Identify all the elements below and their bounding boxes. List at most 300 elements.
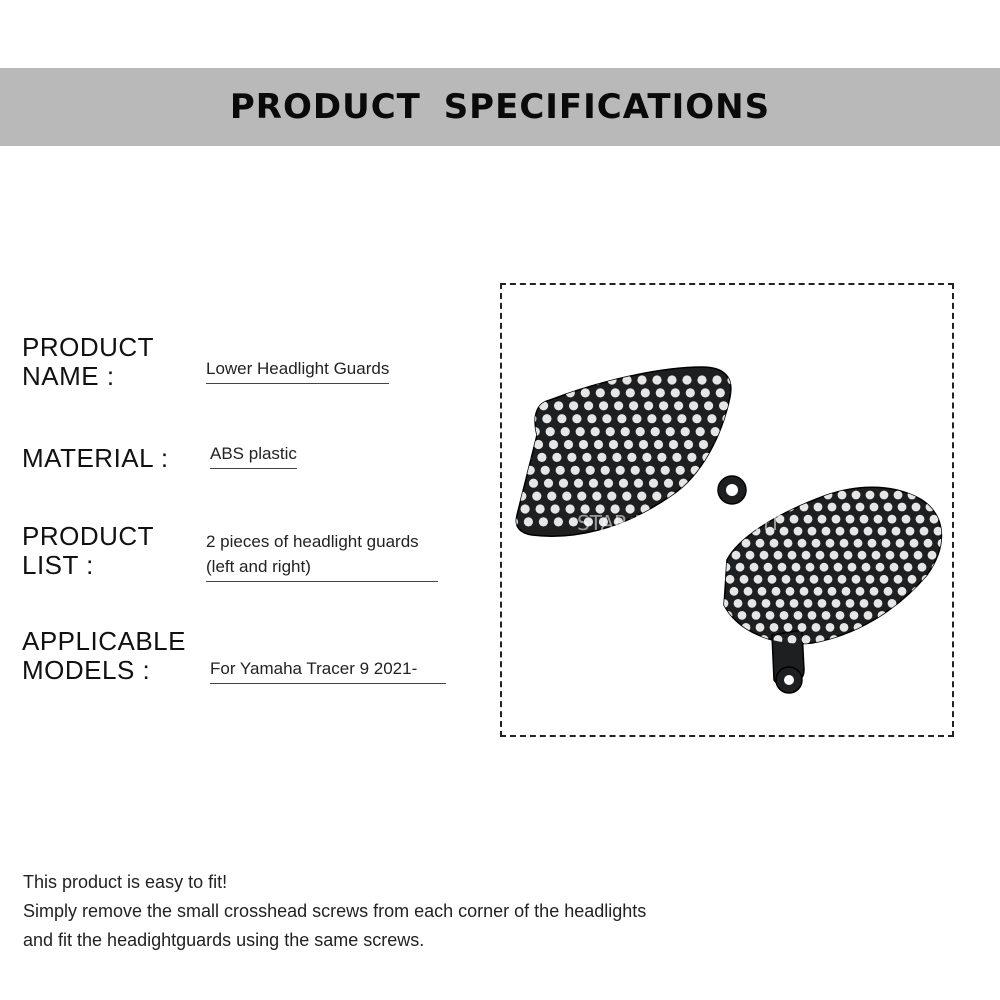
guard-hole xyxy=(818,599,827,608)
guard-hole xyxy=(647,414,656,423)
guard-hole xyxy=(716,587,725,596)
guard-hole xyxy=(782,575,791,584)
guard-hole xyxy=(551,504,560,513)
guard-hole xyxy=(576,427,585,436)
guard-hole xyxy=(844,635,853,644)
guard-hole xyxy=(794,527,803,536)
guard-hole xyxy=(844,551,853,560)
guard-hole xyxy=(649,479,658,488)
guard-hole xyxy=(950,491,956,500)
guard-hole xyxy=(790,599,799,608)
product-photo xyxy=(502,285,956,739)
guard-hole xyxy=(696,427,705,436)
guard-hole xyxy=(850,527,859,536)
guard-hole xyxy=(682,375,691,384)
guard-hole xyxy=(657,453,666,462)
guard-hole xyxy=(798,623,807,632)
spec-label-applicable-models xyxy=(22,627,186,685)
guard-hole xyxy=(662,635,671,644)
guard-hole xyxy=(677,414,686,423)
guard-hole xyxy=(788,551,797,560)
guard-hole xyxy=(676,466,685,475)
guard-hole xyxy=(514,479,523,488)
guard-hole xyxy=(612,453,621,462)
guard-hole xyxy=(888,599,897,608)
guard-hole xyxy=(694,479,703,488)
guard-hole xyxy=(704,635,713,644)
guard-hole xyxy=(676,635,685,644)
guard-hole xyxy=(680,563,689,572)
guard-hole xyxy=(571,466,580,475)
guard-hole xyxy=(592,492,601,501)
guard-hole xyxy=(814,587,823,596)
guard-hole xyxy=(682,611,691,620)
guard-hole xyxy=(502,492,511,501)
spec-label-line: LIST : xyxy=(22,550,94,580)
guard-hole xyxy=(826,623,835,632)
guard-hole xyxy=(652,492,661,501)
guard-hole xyxy=(716,388,725,397)
guard-hole xyxy=(806,563,815,572)
guard-hole xyxy=(900,635,909,644)
guard-hole xyxy=(868,539,877,548)
guard-hole xyxy=(830,551,839,560)
guard-hole xyxy=(794,611,803,620)
guard-hole xyxy=(918,563,927,572)
guard-hole xyxy=(908,575,917,584)
guard-hole xyxy=(688,587,697,596)
guard-hole xyxy=(557,414,566,423)
guard-hole xyxy=(698,575,707,584)
guard-hole xyxy=(642,453,651,462)
guard-hole xyxy=(888,515,897,524)
guard-hole xyxy=(764,563,773,572)
guard-hole xyxy=(634,479,643,488)
guard-hole xyxy=(672,453,681,462)
spec-value-product-list xyxy=(206,529,438,582)
guard-hole xyxy=(521,504,530,513)
guard-hole xyxy=(656,388,665,397)
guard-hole xyxy=(512,414,521,423)
guard-hole xyxy=(884,587,893,596)
guard-hole xyxy=(632,414,641,423)
guard-hole xyxy=(579,440,588,449)
guard-hole xyxy=(589,479,598,488)
guard-hole xyxy=(639,440,648,449)
guard-hole xyxy=(621,427,630,436)
spec-value-line: (left and right) xyxy=(206,557,311,576)
guard-hole xyxy=(582,453,591,462)
guard-hole xyxy=(920,527,929,536)
guard-hole xyxy=(502,517,503,526)
guard-hole xyxy=(554,401,563,410)
guard-hole xyxy=(894,575,903,584)
guard-hole xyxy=(772,587,781,596)
guard-hole xyxy=(900,551,909,560)
guard-hole xyxy=(614,401,623,410)
guard-hole xyxy=(780,611,789,620)
guard-hole xyxy=(686,623,695,632)
guard-hole xyxy=(846,515,855,524)
guard-hole xyxy=(798,539,807,548)
guard-hole xyxy=(664,479,673,488)
guard-hole xyxy=(554,517,563,526)
guard-hole xyxy=(754,575,763,584)
guard-hole xyxy=(828,587,837,596)
guard-hole xyxy=(896,623,905,632)
guard-hole xyxy=(507,453,516,462)
guard-hole xyxy=(902,515,911,524)
guard-hole xyxy=(836,527,845,536)
guard-hole xyxy=(942,551,951,560)
spec-label-line: PRODUCT xyxy=(22,332,155,362)
guard-hole xyxy=(856,587,865,596)
guard-hole xyxy=(597,453,606,462)
spec-label-line: PRODUCT xyxy=(22,521,155,551)
guard-hole xyxy=(824,575,833,584)
guard-hole xyxy=(874,599,883,608)
spec-label-line: MATERIAL : xyxy=(22,443,169,473)
guard-hole xyxy=(850,611,859,620)
guard-hole xyxy=(812,539,821,548)
guard-hole xyxy=(770,623,779,632)
guard-hole xyxy=(916,599,925,608)
guard-hole xyxy=(846,599,855,608)
guard-hole xyxy=(768,575,777,584)
guard-hole xyxy=(731,388,740,397)
guard-hole xyxy=(808,527,817,536)
guard-hole xyxy=(541,466,550,475)
guard-hole xyxy=(687,453,696,462)
guard-hole xyxy=(864,527,873,536)
guard-hole xyxy=(848,563,857,572)
spec-label-line: NAME : xyxy=(22,361,115,391)
guard-hole xyxy=(826,539,835,548)
guard-hole xyxy=(652,375,661,384)
guard-hole xyxy=(744,587,753,596)
guard-hole xyxy=(659,401,668,410)
guard-hole xyxy=(666,427,675,436)
guard-hole xyxy=(782,491,791,500)
guard-hole xyxy=(828,503,837,512)
guard-hole xyxy=(537,453,546,462)
guard-hole xyxy=(732,551,741,560)
guard-hole xyxy=(786,587,795,596)
guard-hole xyxy=(916,515,925,524)
guard-hole xyxy=(506,388,515,397)
guard-hole xyxy=(768,491,777,500)
guard-hole xyxy=(602,414,611,423)
guard-hole xyxy=(681,427,690,436)
guard-hole xyxy=(778,563,787,572)
guard-hole xyxy=(926,587,935,596)
guard-hole xyxy=(564,440,573,449)
guard-hole xyxy=(502,375,511,384)
guard-hole xyxy=(524,517,533,526)
product-description xyxy=(23,868,646,955)
guard-hole xyxy=(866,491,875,500)
guard-hole xyxy=(668,611,677,620)
guard-hole xyxy=(690,551,699,560)
guard-hole xyxy=(948,527,956,536)
guard-hole xyxy=(654,440,663,449)
guard-hole xyxy=(517,375,526,384)
guard-hole xyxy=(536,388,545,397)
guard-hole xyxy=(944,515,953,524)
guard-hole xyxy=(788,635,797,644)
guard-hole xyxy=(796,491,805,500)
guard-hole xyxy=(938,539,947,548)
guard-hole xyxy=(892,527,901,536)
guard-hole xyxy=(756,539,765,548)
guard-hole xyxy=(637,492,646,501)
guard-hole xyxy=(808,611,817,620)
guard-hole xyxy=(914,551,923,560)
product-photo-frame xyxy=(500,283,954,737)
guard-hole xyxy=(707,414,716,423)
guard-hole xyxy=(694,563,703,572)
guard-hole xyxy=(710,611,719,620)
guard-hole xyxy=(622,492,631,501)
guard-hole xyxy=(674,587,683,596)
guard-hole xyxy=(872,635,881,644)
guard-hole xyxy=(924,623,933,632)
guard-hole xyxy=(822,611,831,620)
guard-hole xyxy=(547,375,556,384)
spec-value-product-name: Lower Headlight Guards xyxy=(206,356,389,384)
guard-hole xyxy=(838,491,847,500)
spec-label-product-name xyxy=(22,333,154,391)
guard-hole xyxy=(840,539,849,548)
guard-hole xyxy=(594,440,603,449)
guard-hole xyxy=(858,551,867,560)
guard-hole xyxy=(776,599,785,608)
guard-hole xyxy=(506,504,515,513)
guard-hole xyxy=(697,492,706,501)
guard-hole xyxy=(616,466,625,475)
guard-hole xyxy=(884,503,893,512)
guard-hole xyxy=(661,466,670,475)
guard-hole xyxy=(641,388,650,397)
guard-hole xyxy=(736,563,745,572)
guard-hole xyxy=(940,503,949,512)
spec-value-material: ABS plastic xyxy=(210,441,297,469)
guard-hole xyxy=(726,575,735,584)
guard-hole xyxy=(892,611,901,620)
guard-hole xyxy=(894,491,903,500)
spec-value-applicable-models: For Yamaha Tracer 9 2021- xyxy=(210,656,446,684)
guard-hole xyxy=(790,515,799,524)
guard-hole xyxy=(880,491,889,500)
guard-hole xyxy=(572,414,581,423)
guard-hole xyxy=(936,575,945,584)
guard-hole xyxy=(754,491,763,500)
guard-hole xyxy=(876,563,885,572)
guard-hole xyxy=(539,517,548,526)
guard-hole xyxy=(836,611,845,620)
guard-hole xyxy=(516,427,525,436)
guard-hole xyxy=(542,414,551,423)
guard-hole xyxy=(591,427,600,436)
guard-hole xyxy=(936,491,945,500)
guard-hole xyxy=(629,401,638,410)
guard-hole xyxy=(774,551,783,560)
guard-hole xyxy=(866,575,875,584)
guard-hole xyxy=(682,492,691,501)
guard-hole xyxy=(631,466,640,475)
guard-hole xyxy=(637,375,646,384)
guard-hole xyxy=(697,375,706,384)
guard-hole xyxy=(746,635,755,644)
guard-hole xyxy=(519,440,528,449)
guard-hole xyxy=(678,599,687,608)
guard-hole xyxy=(870,503,879,512)
guard-hole xyxy=(760,551,769,560)
guard-hole xyxy=(667,492,676,501)
guard-hole xyxy=(714,539,723,548)
guard-hole xyxy=(674,401,683,410)
guard-hole xyxy=(718,551,727,560)
guard-hole xyxy=(587,414,596,423)
guard-hole xyxy=(880,575,889,584)
guard-hole xyxy=(704,401,713,410)
guard-hole xyxy=(599,401,608,410)
guard-hole xyxy=(559,479,568,488)
guard-hole xyxy=(524,401,533,410)
guard-hole xyxy=(601,466,610,475)
guard-hole xyxy=(812,623,821,632)
guard-hole xyxy=(810,575,819,584)
guard-hole xyxy=(562,375,571,384)
guard-hole xyxy=(549,440,558,449)
description-line: and fit the headightguards using the same screws. xyxy=(23,930,425,950)
guard-hole xyxy=(607,492,616,501)
guard-hole xyxy=(804,515,813,524)
guard-hole xyxy=(912,503,921,512)
guard-hole xyxy=(804,599,813,608)
guard-hole xyxy=(854,539,863,548)
guard-hole xyxy=(756,623,765,632)
guard-hole xyxy=(852,575,861,584)
guard-hole xyxy=(604,479,613,488)
guard-hole xyxy=(714,623,723,632)
guard-hole xyxy=(502,427,510,436)
guard-hole xyxy=(574,479,583,488)
guard-hole xyxy=(752,611,761,620)
guard-hole xyxy=(832,599,841,608)
guard-hole xyxy=(732,635,741,644)
guard-hole xyxy=(504,440,513,449)
guard-hole xyxy=(796,575,805,584)
guard-hole xyxy=(692,599,701,608)
guard-hole xyxy=(686,388,695,397)
spec-label-material xyxy=(22,444,169,473)
guard-hole xyxy=(544,479,553,488)
guard-hole xyxy=(689,401,698,410)
guard-hole xyxy=(734,599,743,608)
guard-hole xyxy=(502,401,503,410)
guard-hole xyxy=(706,466,715,475)
guard-hole xyxy=(908,491,917,500)
guard-hole xyxy=(832,515,841,524)
guard-hole xyxy=(502,414,507,423)
guard-hole xyxy=(874,515,883,524)
guard-hole xyxy=(577,375,586,384)
guard-hole xyxy=(872,551,881,560)
guard-hole xyxy=(567,453,576,462)
guard-hole xyxy=(701,388,710,397)
guard-hole xyxy=(802,635,811,644)
guard-hole xyxy=(930,599,939,608)
guard-hole xyxy=(669,440,678,449)
guard-hole xyxy=(784,623,793,632)
guard-hole xyxy=(730,587,739,596)
guard-hole xyxy=(700,539,709,548)
guard-hole xyxy=(696,611,705,620)
guard-hole xyxy=(856,503,865,512)
guard-hole xyxy=(834,563,843,572)
guard-hole xyxy=(728,539,737,548)
guard-hole xyxy=(699,440,708,449)
guard-hole xyxy=(822,527,831,536)
guard-hole xyxy=(762,599,771,608)
guard-hole xyxy=(924,539,933,548)
guard-hole xyxy=(569,401,578,410)
guard-hole xyxy=(870,587,879,596)
guard-hole xyxy=(818,515,827,524)
guard-hole xyxy=(624,440,633,449)
guard-hole xyxy=(858,635,867,644)
guard-hole xyxy=(770,539,779,548)
guard-hole xyxy=(566,388,575,397)
guard-hole xyxy=(667,375,676,384)
guard-hole xyxy=(910,623,919,632)
guard-hole xyxy=(864,611,873,620)
guard-hole xyxy=(529,479,538,488)
guard-hole xyxy=(882,539,891,548)
guard-hole xyxy=(596,388,605,397)
guard-hole xyxy=(830,635,839,644)
guard-hole xyxy=(912,587,921,596)
guard-hole xyxy=(842,587,851,596)
guard-hole xyxy=(712,375,721,384)
guard-hole xyxy=(862,563,871,572)
guard-hole xyxy=(886,635,895,644)
guard-hole xyxy=(511,466,520,475)
guard-hole xyxy=(671,388,680,397)
guard-hole xyxy=(842,503,851,512)
guard-hole xyxy=(800,587,809,596)
guard-hole xyxy=(700,623,709,632)
guard-hole xyxy=(644,401,653,410)
guard-hole xyxy=(636,427,645,436)
guard-hole xyxy=(954,503,956,512)
guard-hole xyxy=(706,599,715,608)
header-banner xyxy=(0,68,1000,146)
guard-hole xyxy=(502,479,508,488)
guard-hole xyxy=(802,551,811,560)
guard-hole xyxy=(882,623,891,632)
guard-hole xyxy=(611,388,620,397)
guard-hole xyxy=(910,539,919,548)
guard-hole xyxy=(509,401,518,410)
guard-hole xyxy=(617,414,626,423)
guard-hole xyxy=(896,539,905,548)
guard-hole xyxy=(878,527,887,536)
guard-hole xyxy=(898,587,907,596)
guard-hole xyxy=(561,427,570,436)
guard-hole xyxy=(532,492,541,501)
